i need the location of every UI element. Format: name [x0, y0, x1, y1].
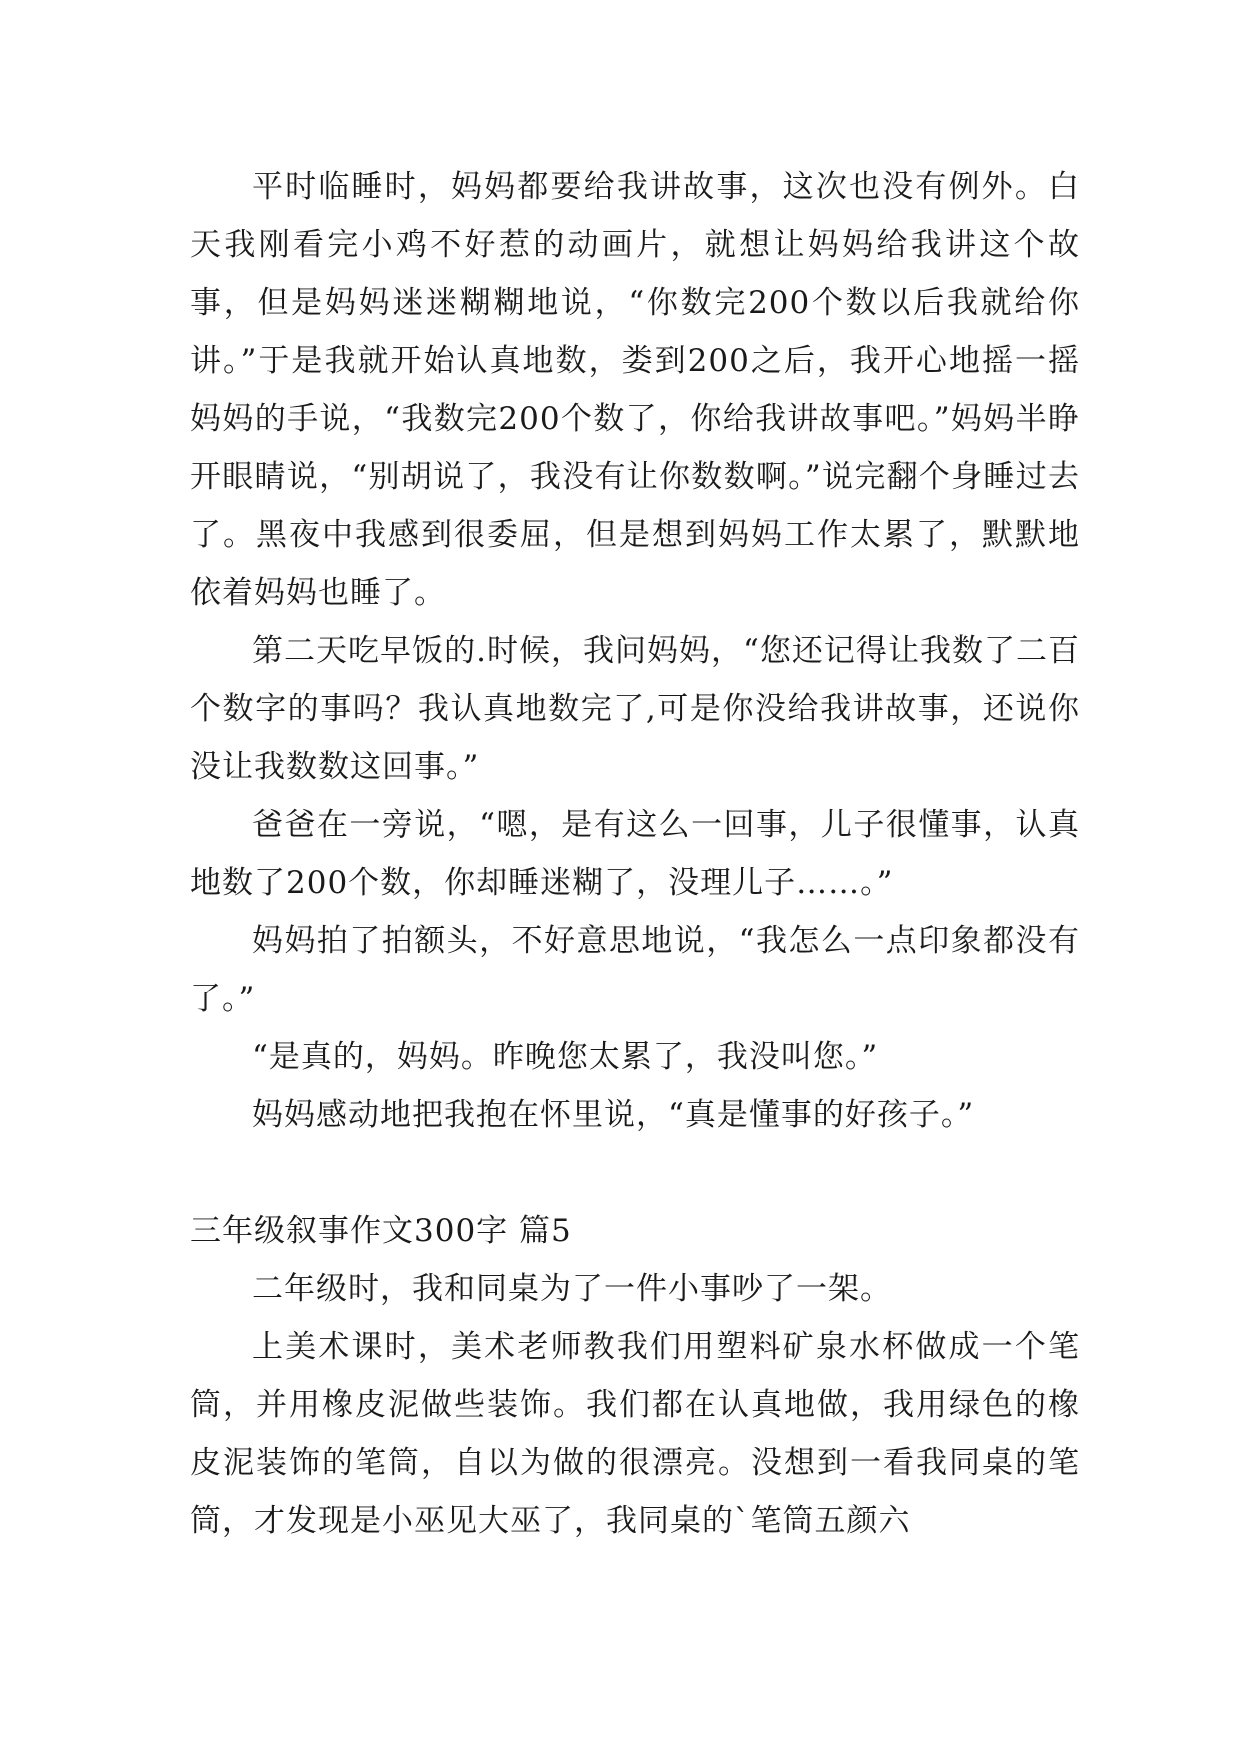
paragraph: 第二天吃早饭的.时候，我问妈妈，“您还记得让我数了二百个数字的事吗？我认真地数完了,可是你没给我讲故事，还说你没让我数数这回事。” [190, 633, 1080, 785]
paragraph: 上美术课时，美术老师教我们用塑料矿泉水杯做成一个笔筒，并用橡皮泥做些装饰。我们都在认真地做，我用绿色的橡皮泥装饰的笔筒，自以为做的很漂亮。没想到一看我同桌的笔筒，才发现是小巫见大巫了，我同桌的`笔筒五颜六 [190, 1329, 1080, 1539]
section-heading: 三年级叙事作文300字 篇5 [190, 1213, 572, 1249]
paragraph: 平时临睡时，妈妈都要给我讲故事，这次也没有例外。白天我刚看完小鸡不好惹的动画片，就想让妈妈给我讲这个故事，但是妈妈迷迷糊糊地说，“你数完200个数以后我就给你讲。”于是我就开始认真地数，娄到200之后，我开心地摇一摇妈妈的手说，“我数完200个数了，你给我讲故事吧。”妈妈半睁开眼睛说，“别胡说了，我没有让你数数啊。”说完翻个身睡过去了。黑夜中我感到很委屈，但是想到妈妈工作太累了，默默地依着妈妈也睡了。 [190, 169, 1080, 611]
paragraph: 爸爸在一旁说，“嗯，是有这么一回事，儿子很懂事，认真地数了200个数，你却睡迷糊了，没理儿子……。” [190, 807, 1080, 901]
paragraph: 妈妈拍了拍额头，不好意思地说，“我怎么一点印象都没有了。” [190, 923, 1080, 1017]
section-gap [190, 1144, 1080, 1202]
paragraph: “是真的，妈妈。昨晚您太累了，我没叫您。” [252, 1039, 879, 1075]
paragraph: 二年级时，我和同桌为了一件小事吵了一架。 [252, 1271, 892, 1307]
paragraph: 妈妈感动地把我抱在怀里说，“真是懂事的好孩子。” [252, 1097, 975, 1133]
essay-text [190, 158, 1080, 1550]
